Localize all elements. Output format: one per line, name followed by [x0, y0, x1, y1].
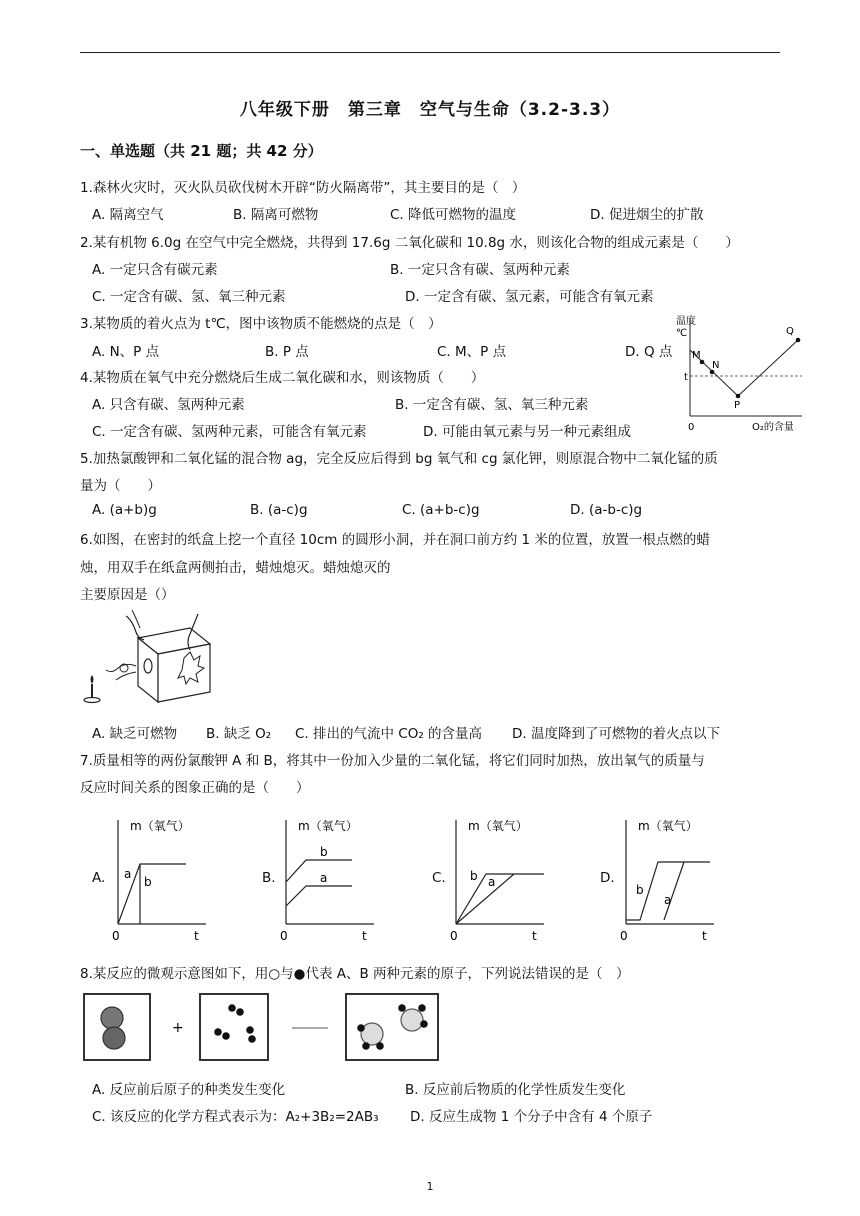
q5-option-a[interactable]: A. (a+b)g — [92, 502, 157, 518]
q3-point-p — [736, 394, 741, 399]
q7b-origin: 0 — [280, 929, 288, 943]
q6-stem-line3: 主要原因是（） — [80, 587, 175, 603]
q7d-b: b — [636, 883, 644, 897]
left-hand-icon — [126, 616, 144, 640]
atom-solid-icon — [236, 1008, 244, 1016]
q3-label-n: N — [712, 360, 720, 371]
q8-stem: 8.某反应的微观示意图如下，用○与●代表 A、B 两种元素的原子，下列说法错误的是（ ） — [80, 966, 630, 982]
q3-ylabel-1: 温度 — [676, 316, 696, 327]
q7a-t: t — [194, 929, 199, 943]
q7c-t: t — [532, 929, 537, 943]
q1-stem: 1.森林火灾时，灭火队员砍伐树木开辟“防火隔离带”，其主要目的是（ ） — [80, 180, 526, 196]
atom-hollow-icon — [103, 1027, 125, 1049]
q6-option-d[interactable]: D. 温度降到了可燃物的着火点以下 — [512, 726, 720, 742]
q5-stem-line2: 量为（ ） — [80, 478, 161, 494]
section-heading: 一、单选题（共 21 题；共 42 分） — [80, 142, 323, 160]
q6-illustration — [80, 606, 230, 714]
q8-option-d[interactable]: D. 反应生成物 1 个分子中含有 4 个原子 — [410, 1109, 653, 1125]
q7b-b: b — [320, 845, 328, 859]
q7d-ylabel: m（氧气） — [638, 819, 698, 833]
q7-option-c-label[interactable]: C. — [432, 870, 446, 886]
q5-stem-line1: 5.加热氯酸钾和二氧化锰的混合物 ag，完全反应后得到 bg 氧气和 cg 氯化钾，则原混合物中二氧化锰的质 — [80, 451, 718, 467]
q7d-origin: 0 — [620, 929, 628, 943]
page-number: 1 — [426, 1180, 434, 1193]
top-rule — [80, 52, 780, 53]
atom-hollow-icon — [101, 1007, 123, 1029]
q7-stem-line1: 7.质量相等的两份氯酸钾 A 和 B，将其中一份加入少量的二氧化锰，将它们同时加热，放出氧气的质量与 — [80, 753, 705, 769]
q3-stem: 3.某物质的着火点为 t℃，图中该物质不能燃烧的点是（ ） — [80, 316, 442, 332]
q3-graph — [668, 310, 808, 438]
q8-option-b[interactable]: B. 反应前后物质的化学性质发生变化 — [405, 1082, 626, 1098]
q1-option-b[interactable]: B. 隔离可燃物 — [233, 207, 319, 223]
q3-label-q: Q — [786, 326, 794, 337]
atom-solid-icon — [246, 1026, 254, 1034]
q7-graph-d — [616, 812, 726, 946]
q3-ylabel-2: ℃ — [676, 328, 688, 339]
atom-solid-icon — [214, 1028, 222, 1036]
q1-option-d[interactable]: D. 促进烟尘的扩散 — [590, 207, 704, 223]
q7c-origin: 0 — [450, 929, 458, 943]
q7c-b: b — [470, 869, 478, 883]
page-title: 八年级下册 第三章 空气与生命（3.2-3.3） — [239, 100, 621, 120]
q7-graph-a — [108, 812, 218, 946]
q6-stem-line1: 6.如图，在密封的纸盒上挖一个直径 10cm 的圆形小洞，并在洞口前方约 1 米的位置，放置一根点燃的蜡 — [80, 532, 710, 548]
q3-label-p: P — [734, 400, 741, 411]
q4-option-c[interactable]: C. 一定含有碳、氢两种元素，可能含有氧元素 — [92, 424, 367, 440]
flame-icon — [91, 675, 94, 684]
q6-stem-line2: 烛，用双手在纸盒两侧拍击，蜡烛熄灭。蜡烛熄灭的 — [80, 560, 391, 576]
q4-option-b[interactable]: B. 一定含有碳、氢、氧三种元素 — [395, 397, 589, 413]
q8-option-a[interactable]: A. 反应前后原子的种类发生变化 — [92, 1082, 286, 1098]
q2-stem: 2.某有机物 6.0g 在空气中完全燃烧，共得到 17.6g 二氧化碳和 10.8g 水，则该化合物的组成元素是（ ） — [80, 235, 739, 251]
q4-option-d[interactable]: D. 可能由氧元素与另一种元素组成 — [423, 424, 631, 440]
q7a-a: a — [124, 867, 132, 881]
q3-option-d[interactable]: D. Q 点 — [625, 344, 673, 360]
q7-option-b-label[interactable]: B. — [262, 870, 276, 886]
q7c-ylabel: m（氧气） — [468, 819, 528, 833]
q7a-ylabel: m（氧气） — [130, 819, 190, 833]
q7-graph-b — [276, 812, 386, 946]
q6-option-c[interactable]: C. 排出的气流中 CO₂ 的含量高 — [295, 726, 483, 742]
q7-option-d-label[interactable]: D. — [600, 870, 615, 886]
q7-graph-c — [446, 812, 556, 946]
q1-option-a[interactable]: A. 隔离空气 — [92, 207, 164, 223]
q7d-t: t — [702, 929, 707, 943]
q5-option-d[interactable]: D. (a-b-c)g — [570, 502, 643, 518]
q5-option-b[interactable]: B. (a-c)g — [250, 502, 308, 518]
q7b-t: t — [362, 929, 367, 943]
q2-option-b[interactable]: B. 一定只含有碳、氢两种元素 — [390, 262, 570, 278]
atom-solid-icon — [248, 1035, 256, 1043]
q3-xlabel: O₂的含量 — [752, 422, 794, 433]
q7-stem-line2: 反应时间关系的图象正确的是（ ） — [80, 780, 310, 796]
q6-option-b[interactable]: B. 缺乏 O₂ — [206, 726, 272, 742]
atom-solid-icon — [222, 1032, 230, 1040]
reactant-box-b — [200, 994, 268, 1060]
q7d-a: a — [664, 893, 672, 907]
q4-option-a[interactable]: A. 只含有碳、氢两种元素 — [92, 397, 245, 413]
q7c-a: a — [488, 875, 496, 889]
q8-reaction-diagram — [82, 990, 452, 1066]
q3-origin: 0 — [688, 422, 695, 433]
q7-option-a-label[interactable]: A. — [92, 870, 106, 886]
q7b-ylabel: m（氧气） — [298, 819, 358, 833]
q4-stem: 4.某物质在氧气中充分燃烧后生成二氧化碳和水，则该物质（ ） — [80, 370, 485, 386]
q2-option-a[interactable]: A. 一定只含有碳元素 — [92, 262, 218, 278]
box-hole — [144, 659, 152, 673]
q1-option-c[interactable]: C. 降低可燃物的温度 — [390, 207, 517, 223]
q2-option-c[interactable]: C. 一定含有碳、氢、氧三种元素 — [92, 289, 286, 305]
q7a-b: b — [144, 875, 152, 889]
q3-option-a[interactable]: A. N、P 点 — [92, 344, 160, 360]
atom-hollow-icon — [401, 1009, 423, 1031]
q7b-a: a — [320, 871, 328, 885]
q3-label-m: M — [692, 350, 701, 361]
q6-option-a[interactable]: A. 缺乏可燃物 — [92, 726, 178, 742]
q3-label-t: t — [684, 372, 688, 383]
q3-option-c[interactable]: C. M、P 点 — [437, 344, 507, 360]
q8-option-c[interactable]: C. 该反应的化学方程式表示为：A₂+3B₂=2AB₃ — [92, 1109, 379, 1125]
q5-option-c[interactable]: C. (a+b-c)g — [402, 502, 480, 518]
q3-point-q — [796, 338, 801, 343]
atom-solid-icon — [228, 1004, 236, 1012]
plus-sign: + — [172, 1020, 184, 1036]
q2-option-d[interactable]: D. 一定含有碳、氢元素，可能含有氧元素 — [405, 289, 654, 305]
q7a-origin: 0 — [112, 929, 120, 943]
q3-curve — [690, 340, 798, 396]
q3-option-b[interactable]: B. P 点 — [265, 344, 309, 360]
